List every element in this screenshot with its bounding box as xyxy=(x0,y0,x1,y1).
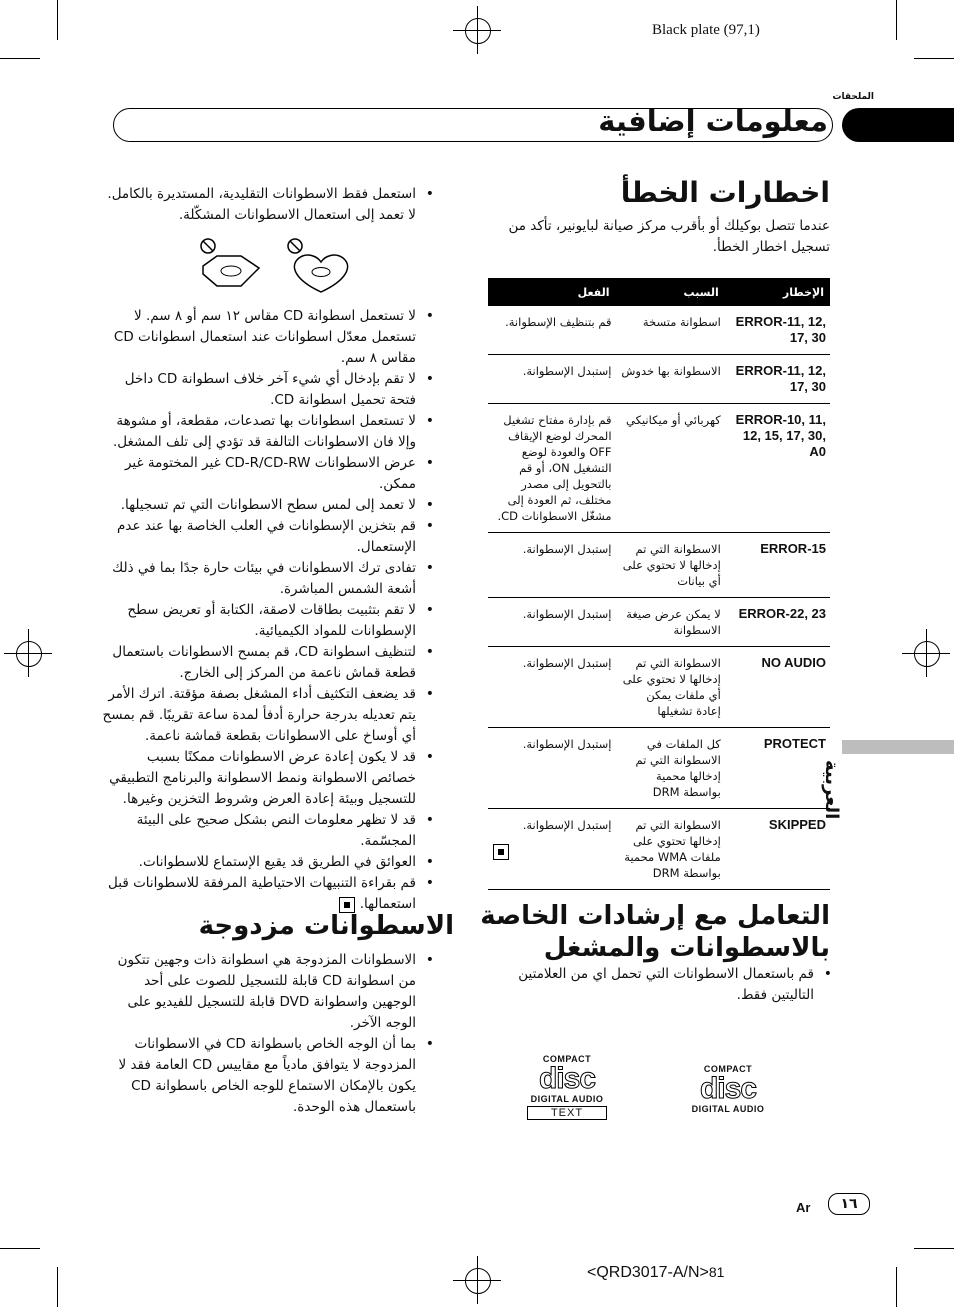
header-cause: السبب xyxy=(616,278,725,306)
crop-mark xyxy=(57,0,58,40)
header-message: الإخطار xyxy=(725,278,830,306)
section-label: الملحقات xyxy=(832,92,874,102)
list-item-text: قم بقراءة التنبيهات الاحتياطية المرفقة للاسطوانات قبل استعمالها. xyxy=(108,875,416,912)
registration-mark-bottom xyxy=(465,1268,491,1294)
crop-mark xyxy=(0,58,40,59)
table-row xyxy=(488,306,830,355)
disc-shape-list xyxy=(100,184,432,226)
error-action: إستبدل الإسطوانة. xyxy=(488,647,616,728)
language-tab-label: العربية xyxy=(821,760,842,820)
table-row xyxy=(488,404,830,533)
handling-title-line2: بالاسطوانات والمشغل xyxy=(543,933,830,963)
error-code: ERROR-22, 23 xyxy=(725,598,830,647)
list-item: • لا تستعمل اسطوانة CD مقاس ١٢ سم أو ٨ سم. لا تستعمل معدّل اسطوانات عند استعمال اسطوانات CD مقاس ٨ سم. xyxy=(100,306,416,369)
error-action: قم بتنظيف الإسطوانة. xyxy=(488,306,616,355)
registration-mark-right xyxy=(914,641,940,667)
crop-mark xyxy=(914,1248,954,1249)
error-cause: الاسطوانة بها خدوش xyxy=(616,355,725,404)
error-action: قم بإدارة مفتاح تشغيل المحرك لوضع الإيقاف OFF والعودة لوضع التشغيل ON، أو قم بالتحويل إلى مصدر مختلف، ثم العودة إلى مشغّل الاسطوانات CD. xyxy=(488,404,616,533)
error-code: ERROR-15 xyxy=(725,533,830,598)
compact-disc-text-logo: COMPACT disc DIGITAL AUDIO TEXT xyxy=(527,1054,607,1120)
list-item: • قد يضعف التكثيف أداء المشغل بصفة مؤقتة. اترك الأمر يتم تعديله بدرجة حرارة أدفأ لمدة ساعة تقريبًا. قم بمسح أي أوساخ على الاسطوانات بقطعة قماشة ناعمة. xyxy=(100,684,416,747)
table-row xyxy=(488,809,830,890)
dual-discs-list xyxy=(100,950,432,1118)
table-row xyxy=(488,533,830,598)
irregular-disc-illustration xyxy=(195,236,355,296)
header-action: الفعل xyxy=(488,278,616,306)
error-action: إستبدل الإسطوانة. xyxy=(488,598,616,647)
list-item: • لتنظيف اسطوانة CD، قم بمسح الاسطوانات باستعمال قطعة قماش ناعمة من المركز إلى الخارج. xyxy=(100,642,416,684)
error-code: ERROR-11, 12, 17, 30 xyxy=(725,306,830,355)
handling-title-line1: التعامل مع إرشادات الخاصة xyxy=(480,901,830,931)
page-title: معلومات إضافية xyxy=(598,104,828,138)
compact-disc-logo: COMPACT disc DIGITAL AUDIO xyxy=(691,1064,765,1114)
crop-mark xyxy=(0,1248,40,1249)
error-action: إستبدل الإسطوانة. xyxy=(488,533,616,598)
list-item: • استعمل فقط الاسطوانات التقليدية، المستديرة بالكامل. لا تعمد إلى استعمال الاسطوانات المشكّلة. xyxy=(100,184,416,226)
error-code: ERROR-10, 11, 12, 15, 17, 30, A0 xyxy=(725,404,830,533)
list-item: • العوائق في الطريق قد يقيع الإستماع للاسطوانات. xyxy=(100,852,416,873)
list-item: • لا تستعمل اسطوانات بها تصدعات، مقطعة، أو مشوهة وإلا فان الاسطوانات التالفة قد تؤدي إلى تلف المشغل. xyxy=(100,411,416,453)
error-action: إستبدل الإسطوانة. xyxy=(488,809,616,890)
error-table xyxy=(488,278,830,890)
error-cause: الاسطوانة التي تم إدخالها لا تحتوي على أي ملفات يمكن إعادة تشغيلها xyxy=(616,647,725,728)
list-item: • الاسطوانات المزدوجة هي اسطوانة ذات وجهين تتكون من اسطوانة CD قابلة للتسجيل للصوت على أحد الوجهين واسطوانة DVD قابلة للتسجيل للفيديو على الوجه الآخر. xyxy=(100,950,416,1034)
model-number: <QRD3017-A/N> xyxy=(587,1264,709,1281)
language-code: Ar xyxy=(796,1200,811,1215)
list-item: • قد لا يكون إعادة عرض الاسطوانات ممكنًا بسبب خصائص الاسطوانة ونمط الاسطوانة والبرنامج التطبيقي للتسجيل وبيئة إعادة العرض وشروط التخزين وغيرها. xyxy=(100,747,416,810)
octagon-disc-icon xyxy=(201,239,259,286)
error-cause: اسطوانة متسخة xyxy=(616,306,725,355)
crop-mark xyxy=(57,1267,58,1307)
error-cause: الاسطوانة التي تم إدخالها تحتوي على ملفات WMA محمية بواسطة DRM xyxy=(616,809,725,890)
list-item: • لا تقم بتثبيت بطاقات لاصقة، الكتابة أو تعريض سطح الإسطوانات للمواد الكيميائية. xyxy=(100,600,416,642)
error-messages-title: اخطارات الخطأ xyxy=(620,176,830,209)
list-item: • قد لا تظهر معلومات النص بشكل صحيح على البيئة المجسّمة. xyxy=(100,810,416,852)
error-code: NO AUDIO xyxy=(725,647,830,728)
plate-label: Black plate (97,1) xyxy=(652,22,760,38)
list-item: • بما أن الوجه الخاص باسطوانة CD في الاسطوانات المزدوجة لا يتوافق مادياً مع مقاييس CD العامة فقد لا يكون بالإمكان الاستماع للوجه الخاص باسطوانة CD باستعمال هذه الوحدة. xyxy=(100,1034,416,1118)
error-action: إستبدل الإسطوانة. xyxy=(488,355,616,404)
list-item: • تفادى ترك الاسطوانات في بيئات حارة جدًا بما في ذلك أشعة الشمس المباشرة. xyxy=(100,558,416,600)
crop-mark xyxy=(896,0,897,40)
dual-discs-title: الاسطوانات مزدوجة xyxy=(198,911,454,941)
disc-handling-list xyxy=(100,306,432,915)
error-code: PROTECT xyxy=(725,728,830,809)
registration-mark-left xyxy=(4,653,52,654)
page-number: ١٦ xyxy=(828,1193,870,1215)
error-cause: الاسطوانة التي تم إدخالها لا تحتوي على أي بيانات xyxy=(616,533,725,598)
error-code: ERROR-11, 12, 17, 30 xyxy=(725,355,830,404)
handling-title xyxy=(470,900,830,964)
list-item: • لا تقم بإدخال أي شيء آخر خلاف اسطوانة CD داخل فتحة تحميل اسطوانة CD. xyxy=(100,369,416,411)
error-code: SKIPPED xyxy=(725,809,830,890)
registration-mark-top xyxy=(465,18,491,44)
error-table-header xyxy=(488,278,830,306)
handling-list xyxy=(488,964,830,1006)
error-cause: كل الملفات في الاسطوانة التي تم إدخالها محمية بواسطة DRM xyxy=(616,728,725,809)
registration-mark-bottom xyxy=(453,1280,501,1281)
error-cause: كهربائي أو ميكانيكي xyxy=(616,404,725,533)
language-tab-bar xyxy=(842,740,954,754)
list-item: • لا تعمد إلى لمس سطح الاسطوانات التي تم تسجيلها. xyxy=(100,495,416,516)
registration-mark-top xyxy=(453,30,501,31)
table-row xyxy=(488,598,830,647)
list-item: • قم باستعمال الاسطوانات التي تحمل اي من العلامتين التاليتين فقط. xyxy=(488,964,814,1006)
sheet-number: 81 xyxy=(708,1264,725,1280)
registration-mark-right xyxy=(902,653,950,654)
table-row xyxy=(488,647,830,728)
list-item: • قم بتخزين الإسطوانات في العلب الخاصة بها عند عدم الإستعمال. xyxy=(100,516,416,558)
error-messages-intro: عندما تتصل بوكيلك أو بأقرب مركز صيانة لبايونير، تأكد من تسجيل اخطار الخطأ. xyxy=(508,218,830,255)
error-cause: لا يمكن عرض صيغة الاسطوانة xyxy=(616,598,725,647)
table-row xyxy=(488,355,830,404)
header-black-tab xyxy=(842,108,954,142)
model-code xyxy=(587,1264,724,1282)
error-action: إستبدل الإسطوانة. xyxy=(488,728,616,809)
list-item: • عرض الاسطوانات CD-R/CD-RW غير المختومة غير ممكن. xyxy=(100,453,416,495)
heart-disc-icon xyxy=(288,239,348,292)
crop-mark xyxy=(896,1267,897,1307)
table-row xyxy=(488,728,830,809)
list-item xyxy=(100,873,416,915)
crop-mark xyxy=(914,58,954,59)
end-of-section-icon xyxy=(493,844,509,860)
registration-mark-left xyxy=(16,641,42,667)
